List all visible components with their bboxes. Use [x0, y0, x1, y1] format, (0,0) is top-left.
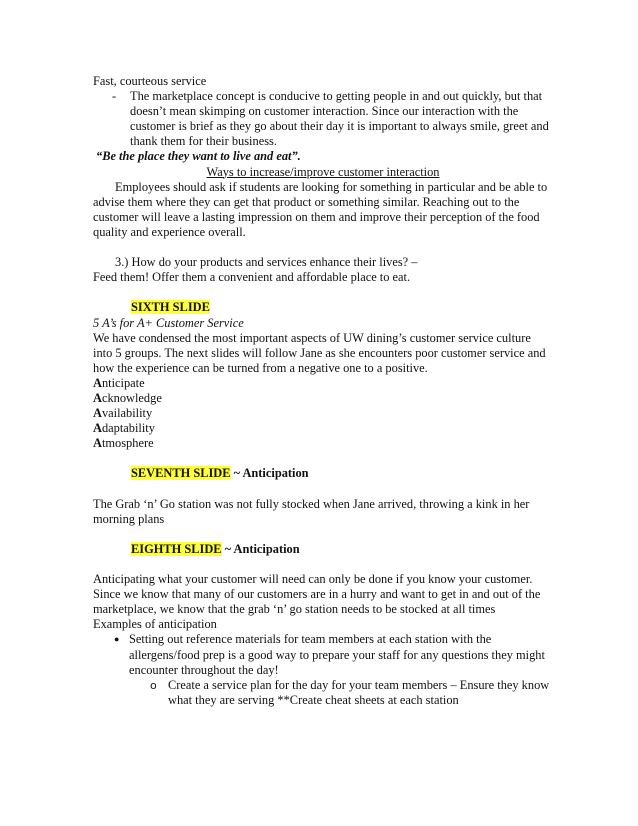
subheading: Ways to increase/improve customer interaction: [206, 164, 440, 179]
seventh-slide-heading: [93, 466, 553, 481]
sub-bullet-marker: o: [150, 678, 157, 692]
eighth-slide-heading: [93, 542, 553, 557]
eighth-slide-label: EIGHTH SLIDE: [131, 541, 222, 556]
a-item: Atmosphere: [93, 436, 154, 451]
sixth-slide-heading: [93, 300, 553, 315]
section-heading: Fast, courteous service: [93, 74, 207, 88]
sub-list-item: [93, 678, 553, 708]
bullet-text: Setting out reference materials for team members at each station with the allergens/food prep is a good way to prepare your staff for any questions they might encounter throughout the day!: [129, 632, 545, 677]
numbered-question: 3.) How do your products and services enhance their lives? –: [115, 255, 418, 270]
sixth-subtitle: 5 A’s for A+ Customer Service: [93, 315, 244, 330]
a-item: Availability: [93, 406, 153, 421]
seventh-slide-suffix: ~ Anticipation: [230, 466, 309, 481]
eighth-slide-suffix: ~ Anticipation: [221, 541, 300, 556]
seventh-body: The Grab ‘n’ Go station was not fully stocked when Jane arrived, throwing a kink in her morning plans: [93, 496, 530, 526]
a-item: Adaptability: [93, 421, 155, 436]
a-item: Acknowledge: [93, 390, 162, 405]
dash-list-item: [93, 89, 553, 149]
sub-bullet-text: Create a service plan for the day for your team members – Ensure they know what they are serving **Create cheat sheets at each station: [168, 677, 550, 707]
a-item: Anticipate: [93, 375, 145, 390]
eighth-para-2: Since we know that many of our customers are in a hurry and want to get in and out of the marketplace, we know that the grab ‘n’ go station needs to be stocked at all times: [93, 587, 541, 617]
sixth-slide-label: SIXTH SLIDE: [131, 300, 210, 315]
examples-label: Examples of anticipation: [93, 617, 217, 632]
eighth-para-1: Anticipating what your customer will need can only be done if you know your customer.: [93, 572, 533, 587]
dash-item-text: The marketplace concept is conducive to getting people in and out quickly, but that doesn’t mean skimping on customer interaction. Since our interaction with the customer is brief as they go about their day it is important to always smile, greet and thank them for their business.: [130, 89, 549, 149]
answer-text: Feed them! Offer them a convenient and affordable place to eat.: [93, 270, 411, 285]
dash-marker: -: [112, 89, 117, 104]
intro-paragraph: Employees should ask if students are looking for something in particular and be able to advise them where they can get that product or something similar. Reaching out to the customer will leave a lasting impression on them and improve their perception of the food quality and experience overall.: [93, 179, 548, 239]
tagline-quote: “Be the place they want to live and eat”.: [96, 149, 301, 164]
seventh-slide-label: SEVENTH SLIDE: [131, 466, 231, 481]
bullet-list-item: [93, 632, 553, 677]
bullet-marker: ●: [114, 634, 120, 645]
sixth-body: We have condensed the most important aspects of UW dining’s customer service culture into 5 groups. The next slides will follow Jane as she encounters poor customer service and how the experience can be turned from a negative one to a positive.: [93, 330, 546, 375]
document-page: [93, 74, 553, 708]
